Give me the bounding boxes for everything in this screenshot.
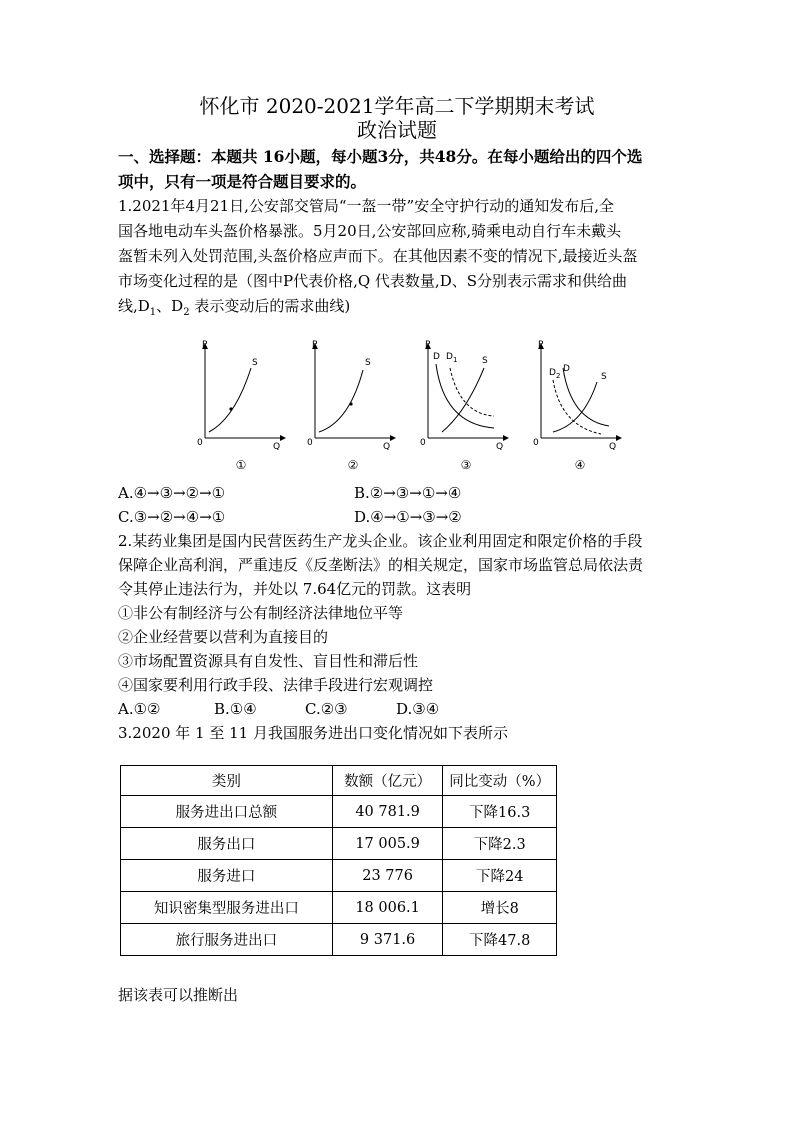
table-cell-change: 下降16.3	[443, 796, 557, 828]
graph-3-demand-curve-d	[436, 364, 494, 428]
q2-statement-1: ①非公有制经济与公有制经济法律地位平等	[118, 604, 404, 622]
graph-4-d-label: D	[563, 364, 570, 374]
table-cell-amount: 40 781.9	[332, 796, 443, 828]
q1-line5-part-b: 、D	[156, 297, 184, 315]
graph-2-s-label: S	[365, 358, 371, 368]
graph-1-point	[229, 407, 232, 410]
graph-4-p-label: P	[538, 340, 544, 350]
table-cell-change: 下降2.3	[443, 828, 557, 860]
table-cell-category: 知识密集型服务进出口	[121, 892, 333, 924]
q1-graph-4	[531, 338, 641, 473]
graph-1-p-label: P	[202, 340, 208, 350]
section-heading-line-1: 一、选择题：本题共 16小题，每小题3分，共48分。在每小题给出的四个选	[118, 147, 643, 166]
q2-text-line-2: 保障企业高利润，严重违反《反垄断法》的相关规定，国家市场监管总局依法责	[118, 556, 644, 574]
graph-4-number: ④	[574, 458, 586, 472]
graph-4-s-label: S	[601, 372, 607, 382]
graph-4-svg	[531, 338, 641, 458]
table-header-amount: 数额（亿元）	[332, 766, 443, 796]
q1-line5-sub-1: 1	[149, 307, 157, 318]
graph-4-d2-label	[549, 368, 560, 380]
graph-4-d2-letter: D	[549, 368, 556, 378]
graph-1-supply-curve	[209, 368, 251, 432]
graph-2-p-label: P	[312, 340, 318, 350]
graph-2-point	[349, 402, 352, 405]
table-cell-amount: 9 371.6	[332, 924, 443, 956]
graph-3-p-label: P	[425, 340, 431, 350]
q2-text-line-1: 2.某药业集团是国内民营医药生产龙头企业。该企业利用固定和限定价格的手段	[118, 532, 643, 550]
q3-conclusion: 据该表可以推断出	[118, 986, 239, 1004]
q1-text-line-1: 1.2021年4月21日,公安部交管局“一盔一带”安全守护行动的通知发布后,全	[118, 197, 614, 215]
q1-graph-2	[305, 338, 415, 473]
table-row	[121, 828, 557, 860]
graph-3-supply-curve	[442, 368, 484, 432]
q3-intro: 3.2020 年 1 至 11 月我国服务进出口变化情况如下表所示	[118, 724, 508, 742]
table-header-category: 类别	[121, 766, 333, 796]
q2-text-line-3: 令其停止违法行为，并处以 7.64亿元的罚款。这表明	[118, 580, 472, 598]
q1-text-line-3: 盔暂未列入处罚范围,头盔价格应声而下。在其他因素不变的情况下,最接近头盔	[118, 247, 638, 265]
graph-2-q-label: Q	[383, 442, 391, 452]
graph-4-d2-sub: 2	[555, 371, 561, 380]
graph-3-demand-curve-d1	[450, 368, 494, 416]
graph-3-d-label: D	[433, 352, 440, 362]
q2-option-c[interactable]: C.②③	[305, 700, 348, 718]
table-cell-amount: 23 776	[332, 860, 443, 892]
table-row	[121, 860, 557, 892]
graph-2-number: ②	[347, 458, 359, 472]
q1-line5-part-c: 表示变动后的需求曲线)	[189, 297, 351, 315]
graph-1-s-label: S	[252, 358, 258, 368]
table-cell-change: 下降24	[443, 860, 557, 892]
q1-option-d[interactable]: D.④→①→③→②	[354, 508, 462, 526]
exam-subtitle: 政治试题	[357, 118, 437, 142]
q2-statement-2: ②企业经营要以营利为直接目的	[118, 628, 329, 646]
table-cell-amount: 18 006.1	[332, 892, 443, 924]
graph-1-q-label: Q	[273, 442, 281, 452]
q1-text-line-2: 国各地电动车头盔价格暴涨。5月20日,公安部回应称,骑乘电动自行车未戴头	[118, 222, 622, 240]
table-header-row	[121, 766, 557, 796]
table-cell-category: 旅行服务进出口	[121, 924, 333, 956]
table-row	[121, 796, 557, 828]
q1-text-line-4: 市场变化过程的是（图中P代表价格,Q 代表数量,D、S分别表示需求和供给曲	[118, 272, 627, 290]
graph-2-svg	[305, 338, 415, 458]
graph-1-svg	[195, 338, 305, 458]
q1-line5-sub-2: 2	[183, 307, 190, 318]
graph-4-supply-curve	[553, 382, 597, 432]
q1-line5-part-a: 线,D	[118, 297, 150, 315]
q1-graph-3	[418, 338, 528, 473]
table-row	[121, 892, 557, 924]
graph-3-q-label: Q	[496, 442, 504, 452]
q1-option-a[interactable]: A.④→③→②→①	[118, 484, 226, 502]
graph-4-q-label: Q	[609, 442, 617, 452]
q1-text-line-5	[118, 296, 698, 323]
q2-option-a[interactable]: A.①②	[118, 700, 161, 718]
graph-3-d1-label	[446, 352, 457, 364]
q2-option-b[interactable]: B.①④	[214, 700, 257, 718]
table-cell-category: 服务进出口总额	[121, 796, 333, 828]
service-trade-table	[120, 765, 557, 956]
q1-option-c[interactable]: C.③→②→④→①	[118, 508, 226, 526]
graph-3-s-label: S	[482, 356, 488, 366]
section-heading-line-2: 项中，只有一项是符合题目要求的。	[118, 172, 367, 191]
q2-statement-4: ④国家要利用行政手段、法律手段进行宏观调控	[118, 676, 434, 694]
table-row	[121, 924, 557, 956]
graph-2-supply-curve	[319, 370, 363, 432]
q1-graph-1	[195, 338, 305, 473]
q2-option-d[interactable]: D.③④	[396, 700, 440, 718]
table-cell-category: 服务出口	[121, 828, 333, 860]
table-cell-category: 服务进口	[121, 860, 333, 892]
q2-statement-3: ③市场配置资源具有自发性、盲目性和滞后性	[118, 652, 419, 670]
graph-1-origin-label: 0	[197, 438, 203, 448]
table-header-change: 同比变动（%）	[443, 766, 557, 796]
graph-1-number: ①	[235, 458, 247, 472]
q1-option-b[interactable]: B.②→③→①→④	[354, 484, 462, 502]
graph-3-d1-sub: 1	[452, 355, 458, 364]
graph-3-number: ③	[460, 458, 472, 472]
table-cell-change: 增长8	[443, 892, 557, 924]
graph-4-origin-label: 0	[533, 438, 539, 448]
graph-2-origin-label: 0	[307, 438, 313, 448]
table-cell-change: 下降47.8	[443, 924, 557, 956]
exam-title: 怀化市 2020-2021学年高二下学期期末考试	[199, 94, 595, 118]
table-cell-amount: 17 005.9	[332, 828, 443, 860]
graph-3-d1-letter: D	[446, 352, 453, 362]
graph-3-origin-label: 0	[420, 438, 426, 448]
